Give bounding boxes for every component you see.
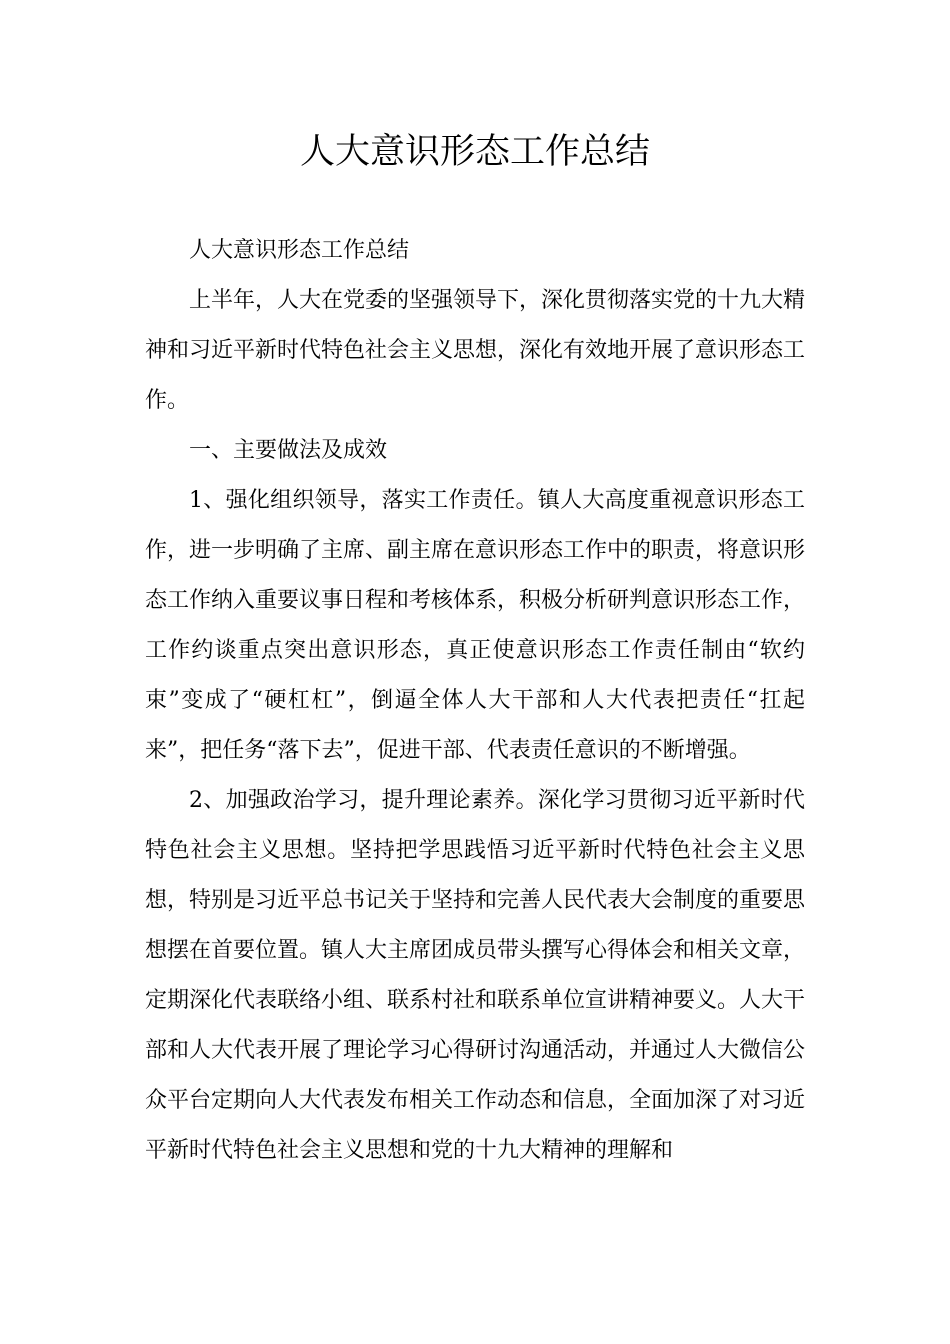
paragraph-item-1: 1、强化组织领导，落实工作责任。镇人大高度重视意识形态工作，进一步明确了主席、副主席在意识形态工作中的职责，将意识形态工作纳入重要议事日程和考核体系，积极分析研判意识形态工作，工作约谈重点突出意识形态，真正使意识形态工作责任制由“软约束”变成了“硬杠杠”，倒逼全体人大干部和人大代表把责任“扛起来”，把任务“落下去”，促进干部、代表责任意识的不断增强。 (145, 488, 806, 763)
paragraph-intro: 上半年，人大在党委的坚强领导下，深化贯彻落实党的十九大精神和习近平新时代特色社会主义思想，深化有效地开展了意识形态工作。 (145, 288, 806, 413)
paragraph-subtitle: 人大意识形态工作总结 (189, 238, 410, 263)
paragraph-item-2: 2、加强政治学习，提升理论素养。深化学习贯彻习近平新时代特色社会主义思想。坚持把学思践悟习近平新时代特色社会主义思想，特别是习近平总书记关于坚持和完善人民代表大会制度的重要思想摆在首要位置。镇人大主席团成员带头撰写心得体会和相关文章，定期深化代表联络小组、联系村社和联系单位宣讲精神要义。人大干部和人大代表开展了理论学习心得研讨沟通活动，并通过人大微信公众平台定期向人大代表发布相关工作动态和信息，全面加深了对习近平新时代特色社会主义思想和党的十九大精神的理解和 (145, 788, 806, 1163)
document-body (145, 226, 805, 1176)
section-heading: 一、主要做法及成效 (189, 438, 388, 463)
document-title: 人大意识形态工作总结 (299, 132, 650, 172)
